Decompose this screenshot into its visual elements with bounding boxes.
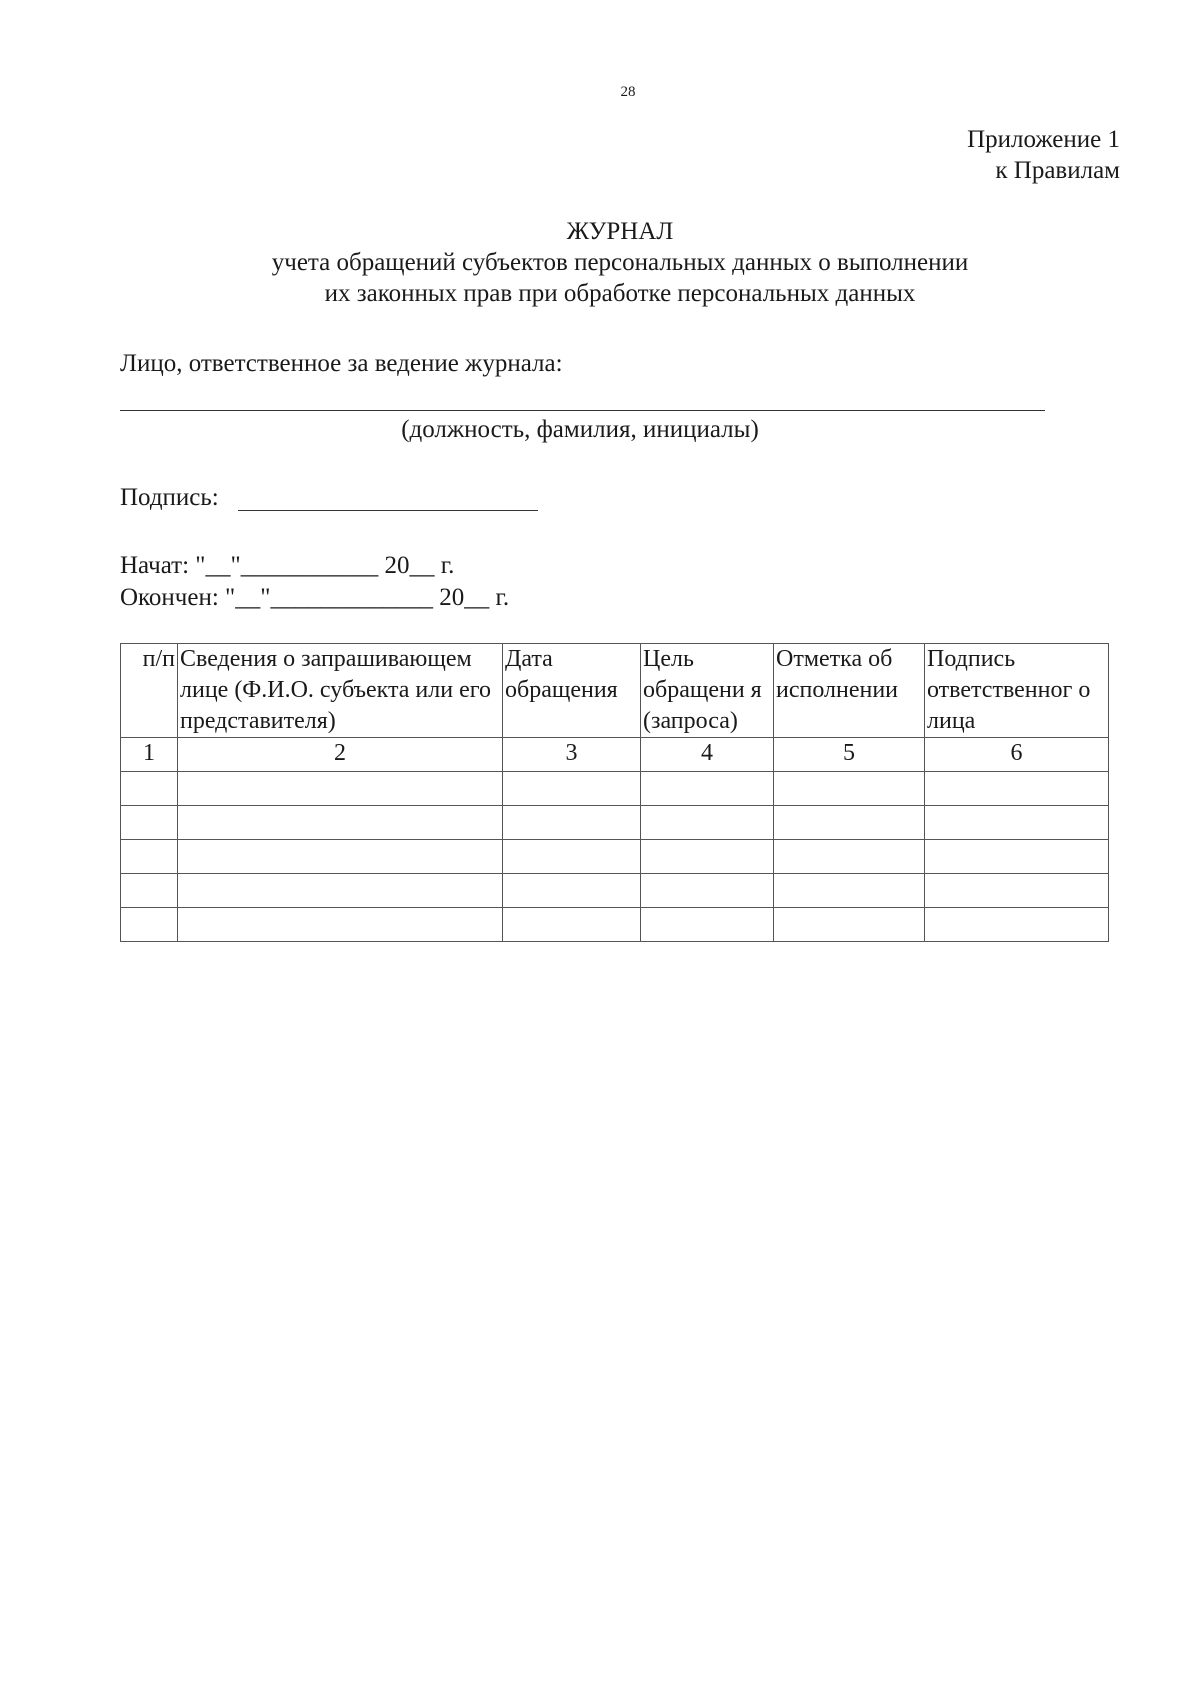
column-number: 1 bbox=[121, 738, 178, 772]
table-cell[interactable] bbox=[121, 908, 178, 942]
column-number: 3 bbox=[503, 738, 641, 772]
table-cell[interactable] bbox=[121, 840, 178, 874]
header-cell-number: п/п bbox=[121, 644, 178, 738]
table-row bbox=[121, 806, 1109, 840]
table-cell[interactable] bbox=[774, 840, 925, 874]
table-cell[interactable] bbox=[925, 874, 1109, 908]
table-cell[interactable] bbox=[178, 874, 503, 908]
signature-line bbox=[238, 510, 538, 511]
table-cell[interactable] bbox=[178, 908, 503, 942]
appendix-line-1: Приложение 1 bbox=[967, 126, 1120, 153]
table-cell[interactable] bbox=[178, 806, 503, 840]
table-cell[interactable] bbox=[774, 874, 925, 908]
document-title bbox=[120, 216, 1120, 309]
table-row bbox=[121, 772, 1109, 806]
column-number: 2 bbox=[178, 738, 503, 772]
table-cell[interactable] bbox=[774, 772, 925, 806]
table-cell[interactable] bbox=[503, 908, 641, 942]
column-number: 4 bbox=[641, 738, 774, 772]
header-cell-execution-mark: Отметка об исполнении bbox=[774, 644, 925, 738]
page-number: 28 bbox=[620, 84, 636, 100]
table-cell[interactable] bbox=[178, 772, 503, 806]
table-row bbox=[121, 908, 1109, 942]
header-cell-purpose: Цель обращени я (запроса) bbox=[641, 644, 774, 738]
table-cell[interactable] bbox=[774, 806, 925, 840]
title-main: ЖУРНАЛ bbox=[566, 218, 674, 245]
column-number: 6 bbox=[925, 738, 1109, 772]
table-cell[interactable] bbox=[503, 840, 641, 874]
table-cell[interactable] bbox=[925, 772, 1109, 806]
table-cell[interactable] bbox=[503, 874, 641, 908]
title-sub-1: учета обращений субъектов персональных данных о выполнении bbox=[271, 249, 969, 276]
table-cell[interactable] bbox=[121, 772, 178, 806]
table-cell[interactable] bbox=[641, 908, 774, 942]
table-cell[interactable] bbox=[925, 908, 1109, 942]
column-number: 5 bbox=[774, 738, 925, 772]
table-cell[interactable] bbox=[641, 840, 774, 874]
table-cell[interactable] bbox=[641, 772, 774, 806]
table-cell[interactable] bbox=[121, 806, 178, 840]
table-cell[interactable] bbox=[178, 840, 503, 874]
table-row bbox=[121, 840, 1109, 874]
table-row bbox=[121, 874, 1109, 908]
table-cell[interactable] bbox=[641, 806, 774, 840]
header-cell-requester: Сведения о запрашивающем лице (Ф.И.О. субъекта или его представителя) bbox=[178, 644, 503, 738]
signature-label: Подпись: bbox=[120, 484, 219, 511]
title-sub-2: их законных прав при обработке персональных данных bbox=[324, 280, 916, 307]
table-cell[interactable] bbox=[925, 840, 1109, 874]
header-cell-date: Дата обращения bbox=[503, 644, 641, 738]
responsible-label: Лицо, ответственное за ведение журнала: bbox=[120, 350, 563, 377]
table-cell[interactable] bbox=[925, 806, 1109, 840]
journal-table bbox=[120, 643, 1109, 942]
responsible-line bbox=[120, 410, 1045, 411]
table-cell[interactable] bbox=[774, 908, 925, 942]
responsible-caption: (должность, фамилия, инициалы) bbox=[401, 416, 759, 443]
finished-date: Окончен: "__"_____________ 20__ г. bbox=[120, 584, 510, 611]
appendix-note bbox=[967, 124, 1120, 186]
table-cell[interactable] bbox=[641, 874, 774, 908]
appendix-line-2: к Правилам bbox=[995, 157, 1120, 184]
table-header-row bbox=[121, 644, 1109, 738]
started-date: Начат: "__"___________ 20__ г. bbox=[120, 552, 455, 579]
table-cell[interactable] bbox=[121, 874, 178, 908]
header-cell-signature: Подпись ответственног о лица bbox=[925, 644, 1109, 738]
table-cell[interactable] bbox=[503, 806, 641, 840]
column-number-row bbox=[121, 738, 1109, 772]
table-cell[interactable] bbox=[503, 772, 641, 806]
